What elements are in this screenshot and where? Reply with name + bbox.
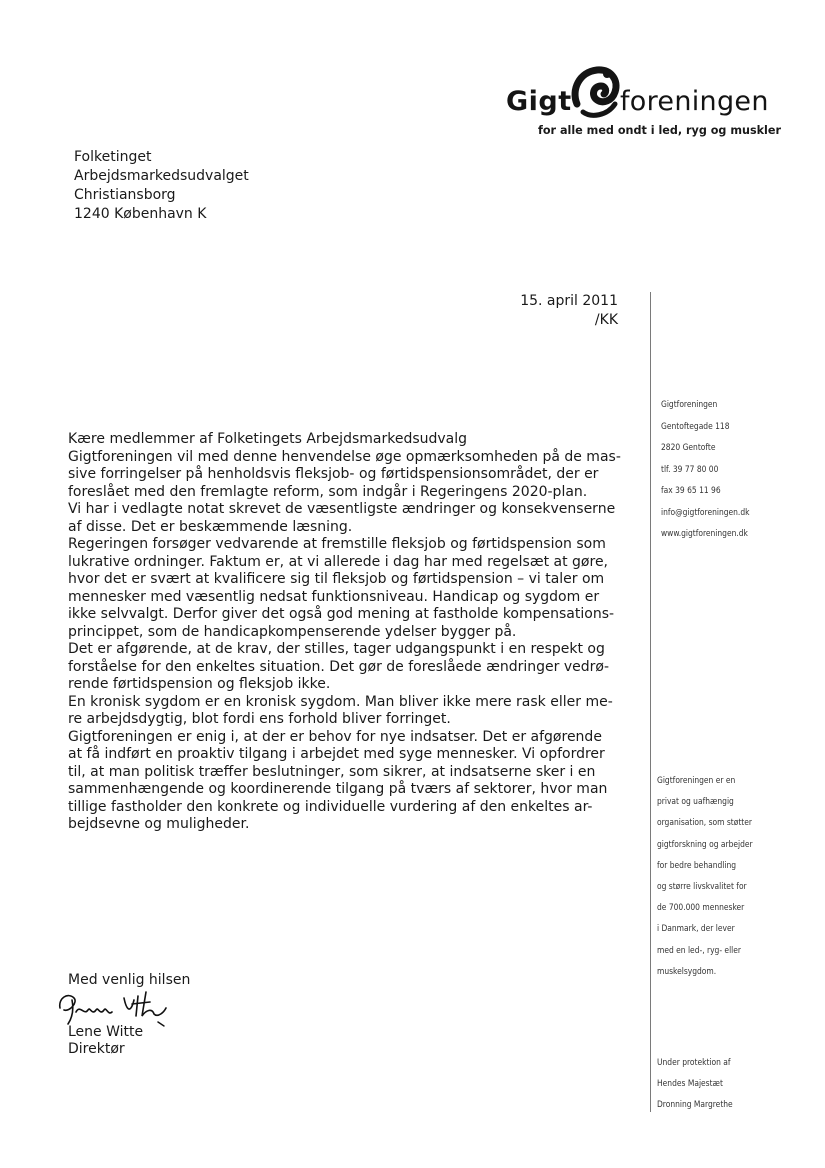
recipient-line: 1240 København K: [74, 206, 207, 222]
date-block: [460, 292, 618, 330]
salutation: Kære medlemmer af Folketingets Arbejdsmarkedsudvalg: [68, 431, 468, 447]
sidebar-contact: [661, 394, 749, 545]
contact-line: 2820 Gentofte: [661, 442, 716, 452]
protection-line: Under protektion af: [657, 1057, 731, 1067]
about-line: de 700.000 mennesker: [657, 902, 745, 913]
about-line: Gigtforeningen er en: [657, 775, 736, 785]
paragraph-line: princippet, som de handicapkompenserende ydelser bygger på.: [68, 623, 517, 640]
paragraph: [68, 641, 628, 694]
paragraph-line: til, at man politisk træffer beslutninger, som sikrer, at indsatserne sker i en: [68, 763, 596, 780]
gigtforeningen-logo: [500, 62, 800, 142]
recipient-address: [74, 148, 249, 224]
paragraph-line: Vi har i vedlagte notat skrevet de væsentligste ændringer og konsekvenserne: [68, 501, 616, 517]
contact-line: Gigtforeningen: [661, 399, 718, 409]
paragraph-line: lukrative ordninger. Faktum er, at vi allerede i dag har med regelsæt at gøre,: [68, 553, 609, 570]
logo-word-foreningen: foreningen: [620, 86, 769, 117]
about-line: organisation, som støtter: [657, 817, 752, 828]
paragraph-line: at få indført en proaktiv tilgang i arbejdet med syge mennesker. Vi opfordrer: [68, 746, 605, 762]
protection-line: Hendes Majestæt: [657, 1078, 723, 1089]
sidebar-about: [657, 770, 753, 982]
paragraph-line: En kronisk sygdom er en kronisk sygdom. Man bliver ikke mere rask eller me-: [68, 693, 613, 710]
about-line: i Danmark, der lever: [657, 923, 735, 934]
recipient-line: Christiansborg: [74, 187, 176, 203]
paragraph: [68, 449, 628, 502]
contact-line: Gentoftegade 118: [661, 420, 730, 431]
paragraph: [68, 501, 628, 536]
letter-date: 15. april 2011: [520, 293, 618, 309]
about-line: med en led-, ryg- eller: [657, 944, 741, 955]
contact-fax: fax 39 65 11 96: [661, 485, 721, 495]
signer-title: Direktør: [68, 1041, 125, 1057]
paragraph: [68, 536, 628, 641]
about-line: og større livskvalitet for: [657, 881, 747, 892]
paragraph-line: hvor det er svært at kvalificere sig til fleksjob og førtidspension – vi taler om: [68, 571, 605, 587]
contact-phone: tlf. 39 77 80 00: [661, 463, 719, 474]
paragraph-line: sive forringelser på henholdsvis fleksjob- og førtidspensionsområdet, der er: [68, 466, 599, 482]
recipient-line: Arbejdsmarkedsudvalget: [74, 168, 249, 184]
paragraph-line: Gigtforeningen er enig i, at der er behov for nye indsatser. Det er afgørende: [68, 728, 602, 745]
protection-line: Dronning Margrethe: [657, 1099, 733, 1110]
paragraph-line: af disse. Det er beskæmmende læsning.: [68, 518, 353, 535]
logo-tagline: for alle med ondt i led, ryg og muskler: [538, 124, 781, 137]
closing: Med venlig hilsen: [68, 972, 191, 988]
paragraph-line: bejdsevne og muligheder.: [68, 816, 250, 832]
paragraph: [68, 694, 628, 729]
logo-word-gigt: Gigt: [506, 86, 572, 117]
paragraph-line: forståelse for den enkeltes situation. Det gør de foreslåede ændringer vedrø-: [68, 658, 609, 675]
gigtforeningen-swirl-icon: [567, 64, 623, 120]
paragraph-line: ikke selvvalgt. Derfor giver det også god mening at fastholde kompensations-: [68, 606, 615, 622]
about-line: muskelsygdom.: [657, 965, 717, 976]
about-line: privat og uafhængig: [657, 796, 734, 807]
about-line: gigtforskning og arbejder: [657, 838, 753, 849]
paragraph-line: Det er afgørende, at de krav, der stilles, tager udgangspunkt i en respekt og: [68, 641, 605, 657]
paragraph-line: Gigtforeningen vil med denne henvendelse øge opmærksomheden på de mas-: [68, 448, 621, 465]
recipient-line: Folketinget: [74, 149, 152, 165]
about-line: for bedre behandling: [657, 859, 737, 870]
letter-body: [68, 431, 628, 834]
paragraph-line: sammenhængende og koordinerende tilgang på tværs af sektorer, hvor man: [68, 781, 608, 797]
contact-website: www.gigtforeningen.dk: [661, 528, 748, 538]
sidebar-protection: [657, 1052, 733, 1116]
paragraph-line: tillige fastholder den konkrete og individuelle vurdering af den enkeltes ar-: [68, 798, 593, 815]
paragraph-line: re arbejdsdygtig, blot fordi ens forhold bliver forringet.: [68, 711, 451, 727]
signer-name: Lene Witte: [68, 1024, 144, 1040]
sidebar-divider: [650, 292, 651, 1112]
paragraph-line: mennesker med væsentlig nedsat funktionsniveau. Handicap og sygdom er: [68, 588, 600, 605]
contact-email: info@gigtforeningen.dk: [661, 506, 750, 517]
letter-reference: /KK: [594, 312, 618, 328]
paragraph-line: Regeringen forsøger vedvarende at fremstille fleksjob og førtidspension som: [68, 536, 606, 552]
paragraph-line: rende førtidspension og fleksjob ikke.: [68, 676, 331, 692]
paragraph-line: foreslået med den fremlagte reform, som indgår i Regeringens 2020-plan.: [68, 483, 588, 500]
paragraph: [68, 729, 628, 834]
